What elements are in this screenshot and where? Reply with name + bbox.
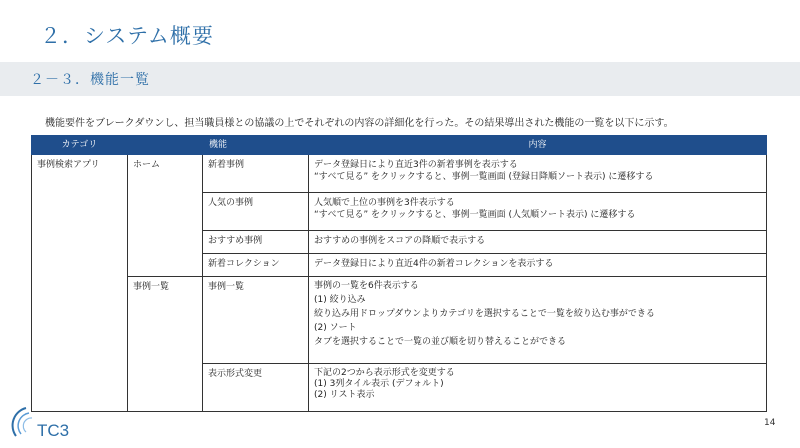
content-cell xyxy=(309,155,767,193)
feature-cell: 表示形式変更 xyxy=(203,364,309,412)
table-row xyxy=(32,277,767,364)
header-category: カテゴリ xyxy=(32,136,128,155)
content-cell xyxy=(309,231,767,254)
group-cell-empty xyxy=(128,231,203,254)
category-cell: 事例検索アプリ xyxy=(32,155,128,412)
content-line: (1) 絞り込み xyxy=(314,295,366,305)
table-row xyxy=(32,231,767,254)
table-row xyxy=(32,193,767,231)
group-cell-empty xyxy=(128,254,203,277)
group-cell-home: ホーム xyxy=(128,155,203,193)
content-line: データ登録日により直近3件の新着事例を表示する xyxy=(314,160,518,170)
table-row xyxy=(32,155,767,193)
table-header-row xyxy=(32,136,767,155)
section-title: ２－３．機能一覧 xyxy=(30,72,150,88)
content-cell xyxy=(309,254,767,277)
group-cell-list: 事例一覧 xyxy=(128,277,203,364)
content-cell xyxy=(309,277,767,364)
content-line: (1) 3列タイル表示 (デフォルト) xyxy=(314,379,444,389)
feature-cell: 新着事例 xyxy=(203,155,309,193)
content-cell xyxy=(309,193,767,231)
group-cell-empty xyxy=(128,193,203,231)
content-cell xyxy=(309,364,767,412)
content-line: 下記の2つから表示形式を変更する xyxy=(314,368,455,378)
logo-text: TC3 xyxy=(37,421,70,440)
content-line: (2) リスト表示 xyxy=(314,390,375,400)
feature-cell: 人気の事例 xyxy=(203,193,309,231)
content-line: 絞り込み用ドロップダウンよりカテゴリを選択することで一覧を絞り込む事ができる xyxy=(314,309,655,319)
content-line: おすすめの事例をスコアの降順で表示する xyxy=(314,236,486,246)
table-row xyxy=(32,364,767,412)
page-number: 14 xyxy=(764,418,776,428)
content-line: 事例の一覧を6件表示する xyxy=(314,281,419,291)
table-row xyxy=(32,254,767,277)
content-line: “すべて見る” をクリックすると、事例一覧画面 (登録日降順ソート表示) に遷移する xyxy=(314,172,654,182)
intro-text: 機能要件をブレークダウンし、担当職員様との協議の上でそれぞれの内容の詳細化を行った。その結果導出された機能の一覧を以下に示す。 xyxy=(45,118,674,129)
content-line: データ登録日により直近4件の新着コレクションを表示する xyxy=(314,259,554,269)
header-feature: 機能 xyxy=(128,136,309,155)
feature-cell: 新着コレクション xyxy=(203,254,309,277)
content-line: 人気順で上位の事例を3件表示する xyxy=(314,198,455,208)
feature-cell: 事例一覧 xyxy=(203,277,309,364)
content-line: “すべて見る” をクリックすると、事例一覧画面 (人気順ソート表示) に遷移する xyxy=(314,210,636,220)
page-title: ２．システム概要 xyxy=(40,24,214,48)
content-line: タブを選択することで一覧の並び順を切り替えることができる xyxy=(314,337,567,347)
feature-table xyxy=(31,135,767,412)
content-line: (2) ソート xyxy=(314,323,357,333)
header-content: 内容 xyxy=(309,136,767,155)
feature-cell: おすすめ事例 xyxy=(203,231,309,254)
group-cell-empty xyxy=(128,364,203,412)
